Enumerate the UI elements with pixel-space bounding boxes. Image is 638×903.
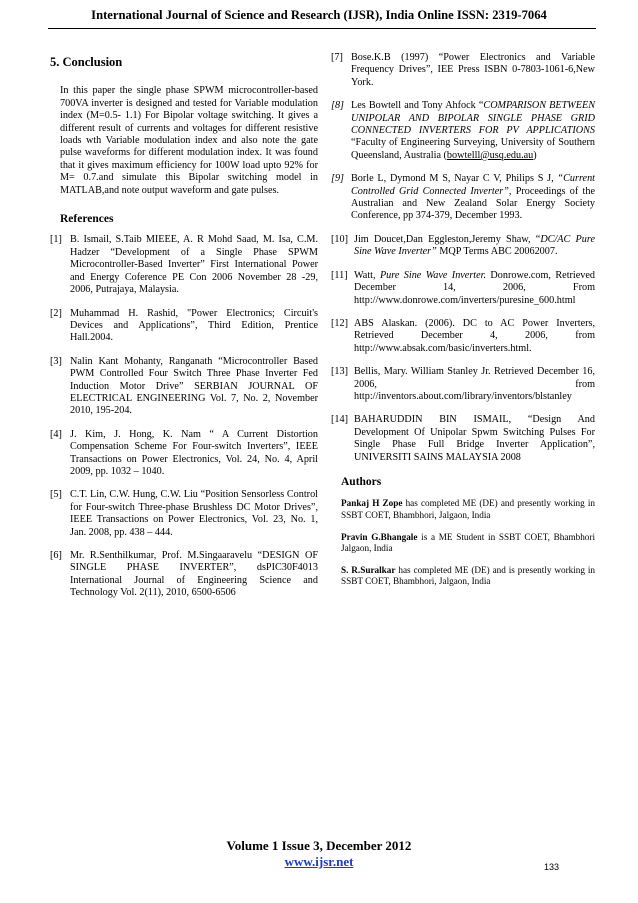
reference-item (331, 234, 595, 259)
reference-item (331, 366, 595, 403)
reference-text: C.T. Lin, C.W. Hung, C.W. Liu “Position Sensorless Control for Four-switch Three-phase Brushless DC Motor Drives”, IEEE Transactions on Power Electronics, Vol. 23, No. 1, Jan. 2008, pp. 438 – 444. (70, 489, 318, 538)
reference-number: [8] (331, 100, 345, 112)
reference-italic-title: COMPARISON BETWEEN UNIPOLAR AND BIPOLAR SINGLE PHASE GRID CONNECTED INVERTERS FOR PV APPLICATIONS (351, 100, 595, 137)
reference-number: [3] (50, 355, 62, 367)
email-link[interactable]: bowtelll@usq.edu.au (446, 149, 534, 161)
references-title: References (60, 213, 114, 226)
reference-italic-title: “Current Controlled Grid Connected Inverter” (351, 173, 595, 197)
reference-item (331, 270, 595, 307)
header-rule (48, 28, 596, 29)
reference-item (50, 308, 318, 345)
author-name: Pankaj H Zope (341, 498, 403, 509)
conclusion-title: 5. Conclusion (50, 55, 123, 69)
reference-italic-title: DC/AC Pure Sine Wave Inverter” (354, 233, 595, 258)
reference-number: [13] (331, 366, 348, 378)
reference-text: Bose.K.B (1997) “Power Electronics and Variable Frequency Drives”, IEE Press ISBN 0-7803-1061-6,New York. (351, 52, 595, 88)
author-bio: has completed ME (DE) and presently working in SSBT COET, Bhambhori, Jalgaon, India (341, 498, 595, 520)
author-name: Pravin G.Bhangale (341, 531, 418, 542)
reference-text: Jim Doucet,Dan Eggleston,Jeremy Shaw, “ (354, 233, 541, 245)
reference-text: Bellis, Mary. William Stanley Jr. Retrieved December 16, 2006, from http://inventors.about.com/library/inventors/blstanley (354, 366, 595, 402)
reference-text: “Faculty of Engineering Surveying, University of Southern Queensland, Australia ( (351, 137, 595, 161)
author-bio: has completed ME (DE) and is presently working in SSBT COET, Bhambhori, Jalgaon, India (341, 564, 595, 587)
reference-number: [14] (331, 414, 348, 426)
reference-italic-title: Pure Sine Wave Inverter. (379, 269, 487, 281)
reference-text: BAHARUDDIN BIN ISMAIL, “Design And Development Of Unipolar Spwm Switching Pulses For Single Phase Full Bridge Inverter Application”, UNIVERSITI SAINS MALAYSIA 2008 (354, 414, 595, 463)
reference-item (331, 173, 595, 223)
reference-item (50, 550, 318, 600)
reference-text: Nalin Kant Mohanty, Ranganath “Microcontroller Based PWM Controlled Four Switch Three Phase Inverter Fed Induction Motor Drive” SERBIAN JOURNAL OF ELECTRICAL ENGINEERING Vol. 7, No. 2, November 2010, 195-204. (70, 355, 318, 417)
reference-number: [6] (50, 550, 62, 561)
journal-header: International Journal of Science and Research (IJSR), India Online ISSN: 2319-7064 (91, 8, 547, 22)
issue-info: Volume 1 Issue 3, December 2012 (226, 838, 412, 853)
reference-number: [9] (331, 173, 345, 185)
reference-text: Donrowe.com, Retrieved December 14, 2006, From http://www.donrowe.com/inverters/puresine_600.html (354, 269, 595, 306)
reference-number: [2] (50, 307, 62, 319)
author-name: S. R.Suralkar (341, 564, 396, 575)
reference-text: Muhammad H. Rashid, "Power Electronics; Circuit's Devices and Applications”, Third Edition, Prentice Hall.2004. (70, 307, 318, 344)
reference-item (331, 52, 595, 89)
reference-text: Les Bowtell and Tony Ahfock “ (351, 100, 484, 112)
reference-number: [12] (331, 317, 348, 329)
reference-text: B. Ismail, S.Taib MIEEE, A. R Mohd Saad, M. Isa, C.M. Hadzer “Development of a Single Phase SPWM Microcontroller-Based Inverter” First International Power and Energy Coference PE Con 2006 November 28 -29, 2006, Putrajaya, Malaysia. (70, 234, 318, 296)
reference-text: Borle L, Dymond M S, Nayar C V, Philips S J, (351, 173, 558, 185)
author-entry (341, 565, 595, 588)
reference-text: J. Kim, J. Hong, K. Nam “ A Current Distortion Compensation Scheme For Four-switch Inverters”, IEEE Transactions on Power Electronics, Vol. 24, No. 4, April 2009, pp. 1032 – 1040. (70, 428, 318, 477)
reference-item (50, 489, 318, 539)
reference-number: [7] (331, 52, 343, 63)
reference-number: [11] (331, 269, 348, 281)
reference-item (50, 356, 318, 418)
right-column (331, 52, 595, 598)
reference-text: MQP Terms ABC 20062007. (436, 246, 558, 258)
reference-text: Watt, (354, 269, 380, 281)
reference-item (50, 429, 318, 479)
reference-text: , Proceedings of the Australian and New Zealand Solar Energy Society Conference, pp 374-379, December 1993. (351, 185, 595, 222)
page-number: 133 (544, 862, 560, 872)
reference-number: [10] (331, 233, 348, 245)
author-bio: is a ME Student in SSBT COET, Bhambhori Jalgaon, India (341, 531, 595, 554)
reference-text: ) (533, 149, 537, 161)
conclusion-text: In this paper the single phase SPWM microcontroller-based 700VA inverter is designed and tested for Variable modulation index (M=0.5- 1.1) For Bipolar voltage switching. It gives a different result of currents and voltages for different resistive loads wth Variable modulation index and also note the gate pulse waveforms for different modulation index. It was found that it gives maximum efficiency for 100W load upto 92% for M= 0.7.and simulate this Bipolar switching model in MATLAB,and note output waveform and gate pulses. (60, 85, 318, 196)
reference-item (50, 234, 318, 296)
reference-item (331, 318, 595, 355)
reference-number: [5] (50, 489, 62, 501)
left-column (50, 52, 318, 611)
reference-text: ABS Alaskan. (2006). DC to AC Power Inverters, Retrieved December 4, 2006, from http://www.absak.com/basic/inverters.html. (354, 317, 595, 354)
reference-number: [4] (50, 428, 62, 440)
authors-title: Authors (341, 475, 382, 488)
author-entry (341, 532, 595, 555)
reference-item (331, 100, 595, 162)
reference-text: Mr. R.Senthilkumar, Prof. M.Singaaravelu “DESIGN OF SINGLE PHASE INVERTER”, dsPIC30F4013 International Journal of Engineering Science and Technology Vol. 2(11), 2010, 6500-6506 (70, 550, 318, 599)
journal-url-link[interactable]: www.ijsr.net (284, 854, 354, 869)
page-footer (0, 838, 638, 870)
reference-item (331, 414, 595, 464)
reference-number: [1] (50, 234, 62, 246)
author-entry (341, 498, 595, 521)
